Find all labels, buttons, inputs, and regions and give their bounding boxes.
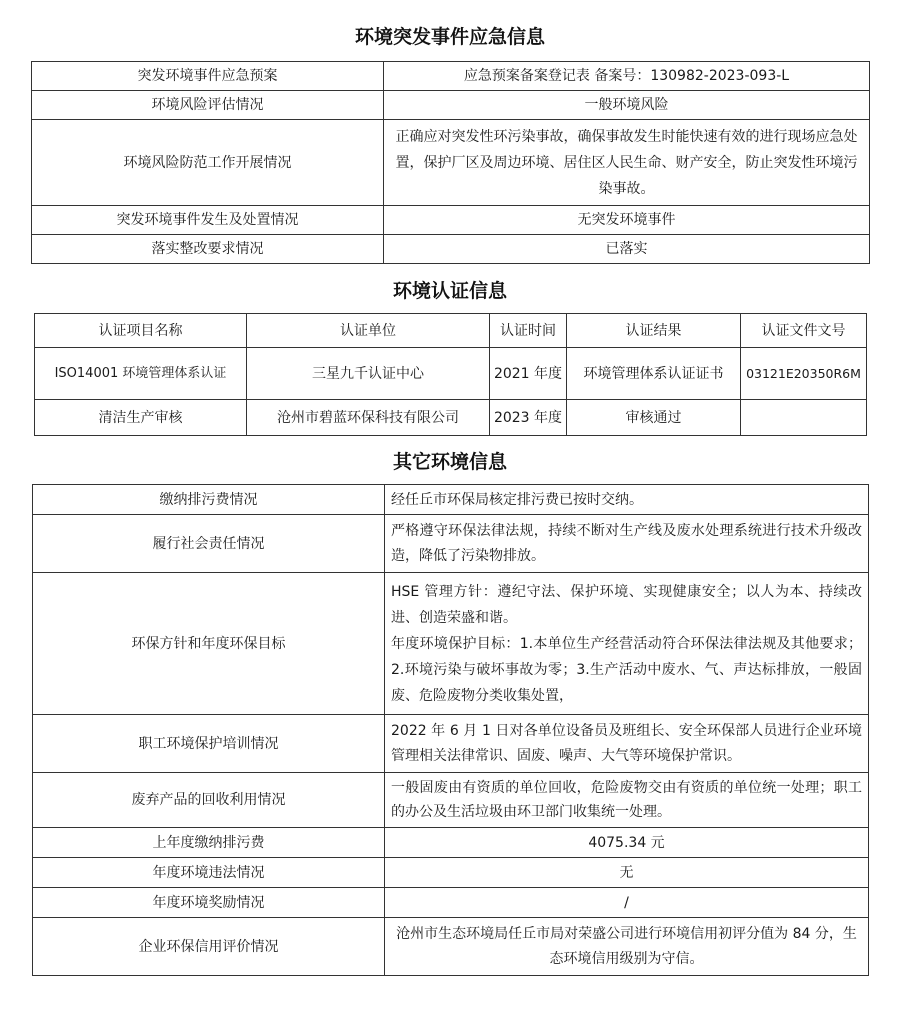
table-row	[32, 235, 870, 264]
table-cell: 环境管理体系认证证书	[567, 348, 741, 400]
hse-policy-text: HSE 管理方针：遵纪守法、保护环境、实现健康安全；以人为本、持续改进、创造荣盛和谐。	[391, 583, 862, 626]
row-value: 应急预案备案登记表 备案号：130982-2023-093-L	[384, 62, 870, 91]
emergency-info-table	[31, 61, 870, 264]
row-label: 履行社会责任情况	[33, 515, 385, 573]
table-cell: 审核通过	[567, 400, 741, 436]
row-value: 已落实	[384, 235, 870, 264]
row-label: 环境风险防范工作开展情况	[32, 120, 384, 206]
table-row	[33, 515, 869, 573]
row-label: 落实整改要求情况	[32, 235, 384, 264]
table-row	[33, 888, 869, 918]
column-header: 认证项目名称	[35, 314, 247, 348]
table-row	[33, 918, 869, 976]
row-label: 环保方针和年度环保目标	[33, 573, 385, 715]
table-row	[32, 62, 870, 91]
column-header: 认证单位	[247, 314, 490, 348]
row-value: 无突发环境事件	[384, 206, 870, 235]
table-cell: 三星九千认证中心	[247, 348, 490, 400]
row-value: 严格遵守环保法律法规，持续不断对生产线及废水处理系统进行技术升级改造，降低了污染物排放。	[385, 515, 869, 573]
table-cell: ISO14001 环境管理体系认证	[35, 348, 247, 400]
row-value: 经任丘市环保局核定排污费已按时交纳。	[385, 485, 869, 515]
table-row	[33, 858, 869, 888]
row-label: 上年度缴纳排污费	[33, 828, 385, 858]
section-title-certification: 环境认证信息	[392, 280, 507, 302]
table-cell: 清洁生产审核	[35, 400, 247, 436]
table-row	[32, 120, 870, 206]
row-label: 年度环境违法情况	[33, 858, 385, 888]
table-row	[33, 573, 869, 715]
table-row	[33, 485, 869, 515]
table-cell	[741, 400, 867, 436]
row-value: 无	[385, 858, 869, 888]
table-header-row	[35, 314, 867, 348]
row-value: /	[385, 888, 869, 918]
row-label: 环境风险评估情况	[32, 91, 384, 120]
table-cell: 03121E20350R6M	[741, 348, 867, 400]
table-row	[32, 91, 870, 120]
table-cell: 沧州市碧蓝环保科技有限公司	[247, 400, 490, 436]
column-header: 认证文件文号	[741, 314, 867, 348]
table-cell: 2021 年度	[490, 348, 567, 400]
table-row	[33, 828, 869, 858]
row-value	[385, 573, 869, 715]
row-value: 沧州市生态环境局任丘市局对荣盛公司进行环境信用初评分值为 84 分，生态环境信用级别为守信。	[385, 918, 869, 976]
row-label: 废弃产品的回收利用情况	[33, 773, 385, 828]
certification-table	[34, 313, 867, 436]
row-label: 职工环境保护培训情况	[33, 715, 385, 773]
table-row	[33, 773, 869, 828]
row-value: 一般固废由有资质的单位回收，危险废物交由有资质的单位统一处理；职工的办公及生活垃圾由环卫部门收集统一处理。	[385, 773, 869, 828]
table-row	[32, 206, 870, 235]
table-row	[35, 400, 867, 436]
row-label: 年度环境奖励情况	[33, 888, 385, 918]
other-info-table	[32, 484, 869, 976]
section-title-other: 其它环境信息	[392, 451, 507, 473]
table-row	[33, 715, 869, 773]
section-title-emergency: 环境突发事件应急信息	[354, 26, 545, 48]
column-header: 认证结果	[567, 314, 741, 348]
row-value: 4075.34 元	[385, 828, 869, 858]
row-value: 2022 年 6 月 1 日对各单位设备员及班组长、安全环保部人员进行企业环境管理相关法律常识、固废、噪声、大气等环境保护常识。	[385, 715, 869, 773]
column-header: 认证时间	[490, 314, 567, 348]
row-label: 突发环境事件发生及处置情况	[32, 206, 384, 235]
annual-target-text: 年度环境保护目标：1.本单位生产经营活动符合环保法律法规及其他要求；2.环境污染与破坏事故为零；3.生产活动中废水、气、声达标排放，一般固废、危险废物分类收集处置，	[391, 635, 862, 704]
row-label: 突发环境事件应急预案	[32, 62, 384, 91]
row-value: 一般环境风险	[384, 91, 870, 120]
row-value: 正确应对突发性环污染事故，确保事故发生时能快速有效的进行现场应急处置，保护厂区及周边环境、居住区人民生命、财产安全，防止突发性环境污染事故。	[384, 120, 870, 206]
table-row	[35, 348, 867, 400]
table-cell: 2023 年度	[490, 400, 567, 436]
row-label: 企业环保信用评价情况	[33, 918, 385, 976]
row-label: 缴纳排污费情况	[33, 485, 385, 515]
